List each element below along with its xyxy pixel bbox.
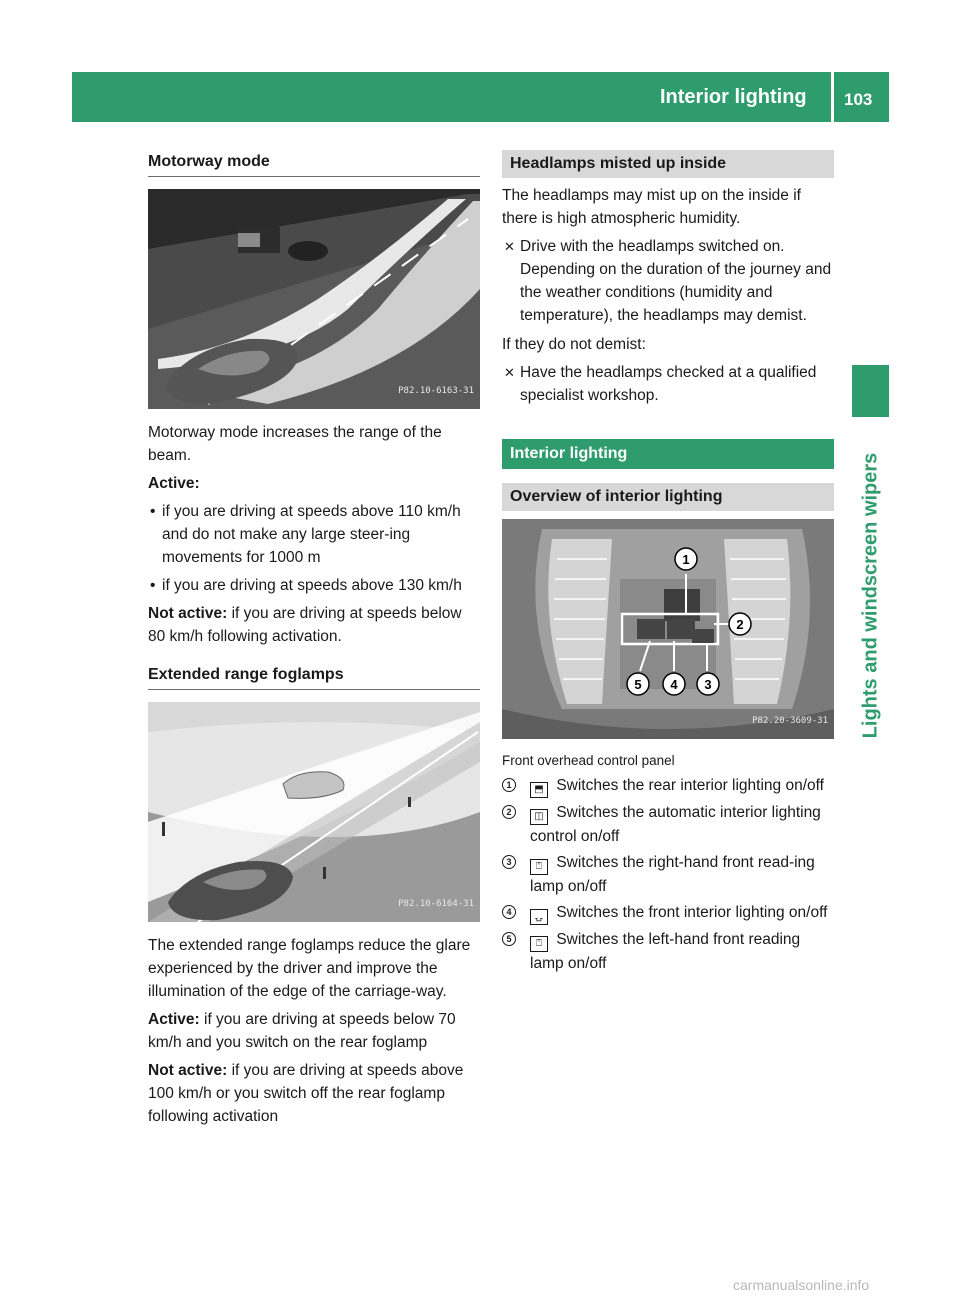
foglamps-active [148, 1008, 480, 1054]
callout-5: 5 [634, 677, 642, 692]
misted-action-text: Drive with the headlamps switched on. Depending on the duration of the journey and the weather conditions (humidity and temperature), the headlamps may demist. [520, 238, 832, 324]
callout-1: 1 [682, 552, 690, 567]
callout-2: 2 [736, 617, 744, 632]
foglamps-not-active [148, 1059, 480, 1128]
header-divider [831, 72, 834, 122]
page-section-title: Interior lighting [660, 86, 807, 108]
left-column [148, 150, 480, 1133]
motorway-bullet: • if you are driving at speeds above 110 km/h and do not make any large steer-ing movements for 1000 m [148, 500, 480, 569]
legend-item [502, 801, 834, 848]
misted-action-step [502, 235, 834, 327]
misted-action-step [502, 361, 834, 407]
watermark: carmanualsonline.info [733, 1277, 870, 1293]
motorway-not-active-text: if you are driving at speeds below 80 km/h following activation. [148, 605, 462, 645]
action-arrow-icon: ✕ [504, 365, 515, 380]
legend-number: 1 [502, 778, 516, 792]
motorway-intro: Motorway mode increases the range of the beam. [148, 424, 442, 464]
foglamps-not-active-label: Not active: [148, 1062, 228, 1079]
overhead-panel-figure [502, 519, 834, 739]
foglamps-intro: The extended range foglamps reduce the glare experienced by the driver and improve the illumination of the edge of the carriage-way. [148, 937, 471, 1000]
foglamps-not-active-text: if you are driving at speeds above 100 km/h or you switch off the rear foglamp following activation [148, 1062, 464, 1125]
legend-number: 2 [502, 805, 516, 819]
action-arrow-icon: ✕ [504, 239, 515, 254]
overhead-panel-illustration [502, 519, 834, 739]
chapter-tab [852, 422, 889, 768]
overview-heading: Overview of interior lighting [502, 483, 834, 511]
reading-lamp-icon: ⍞ [530, 859, 548, 875]
misted-heading: Headlamps misted up inside [502, 150, 834, 178]
chapter-tab-label: Lights and windscreen wipers [859, 452, 881, 738]
overhead-figure-ref: P82.20-3609-31 [752, 716, 828, 726]
foglamps-heading: Extended range foglamps [148, 663, 480, 690]
interior-lighting-heading: Interior lighting [502, 439, 834, 469]
foglamps-active-label: Active: [148, 1011, 200, 1028]
motorway-figure [148, 189, 480, 409]
foglamps-figure-ref: P82.10-6164-31 [398, 899, 474, 909]
legend-text: Switches the right-hand front read-ing lamp on/off [530, 854, 815, 895]
misted-condition: If they do not demist: [502, 336, 646, 353]
right-column [502, 150, 834, 978]
motorway-not-active [148, 602, 480, 648]
motorway-figure-ref: P82.10-6163-31 [398, 386, 474, 396]
legend-item [502, 774, 834, 798]
chapter-tab-marker [852, 365, 889, 417]
legend-item [502, 928, 834, 975]
motorway-illustration [148, 189, 480, 409]
legend-number: 4 [502, 905, 516, 919]
rear-lighting-icon: ⬒ [530, 782, 548, 798]
legend-number: 3 [502, 855, 516, 869]
foglamps-figure [148, 702, 480, 922]
legend-text: Switches the front interior lighting on/off [556, 904, 828, 921]
legend-number: 5 [502, 932, 516, 946]
misted-intro: The headlamps may mist up on the inside if there is high atmospheric humidity. [502, 187, 801, 227]
legend-text: Switches the rear interior lighting on/off [556, 777, 824, 794]
legend-text: Switches the automatic interior lighting control on/off [530, 804, 821, 845]
callout-4: 4 [670, 677, 678, 692]
motorway-not-active-label: Not active: [148, 605, 228, 622]
foglamps-illustration [148, 702, 480, 922]
front-lighting-icon: ⍽ [530, 909, 548, 925]
motorway-bullet: • if you are driving at speeds above 130 km/h [148, 574, 480, 597]
legend-item [502, 901, 834, 925]
foglamps-active-text: if you are driving at speeds below 70 km/h and you switch on the rear foglamp [148, 1011, 456, 1051]
callout-3: 3 [704, 677, 712, 692]
motorway-active-label: Active: [148, 475, 200, 492]
legend-item [502, 851, 834, 898]
page-number: 103 [844, 90, 873, 109]
legend-text: Switches the left-hand front reading lamp on/off [530, 931, 801, 972]
motorway-heading: Motorway mode [148, 150, 480, 177]
misted-action-text: Have the headlamps checked at a qualified specialist workshop. [520, 364, 817, 404]
reading-lamp-icon: ⍞ [530, 936, 548, 952]
auto-lighting-icon: ◫ [530, 809, 548, 825]
figure-caption: Front overhead control panel [502, 753, 675, 768]
